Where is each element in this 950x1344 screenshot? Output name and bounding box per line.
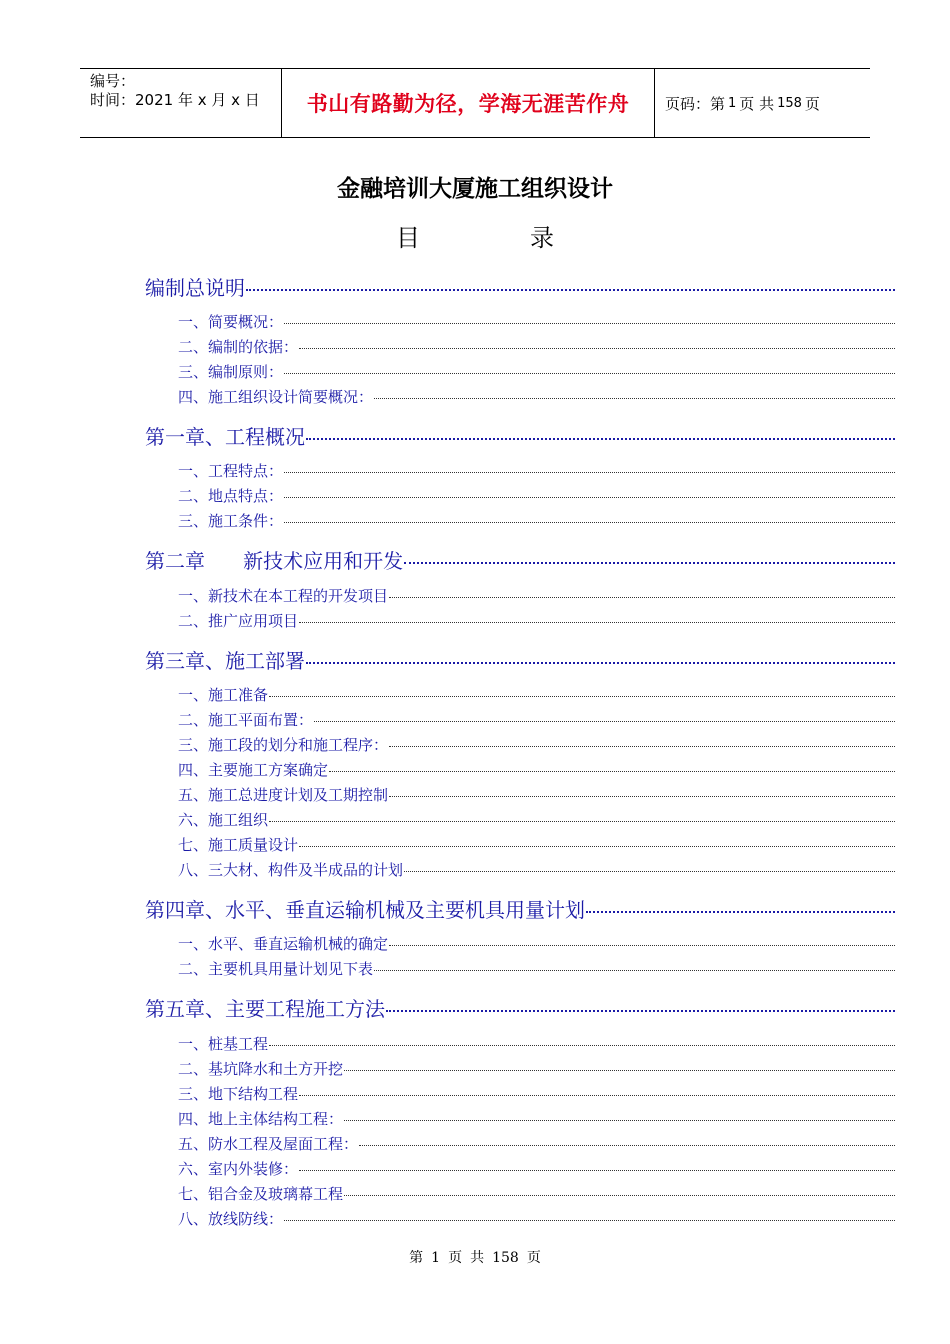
- toc-section-entry[interactable]: [178, 1083, 895, 1104]
- toc-dot-leader: [306, 437, 895, 440]
- toc-entry-label: 四、施工组织设计简要概况：: [178, 388, 374, 406]
- toc-chapter-entry[interactable]: [145, 993, 895, 1022]
- time-label: 时间：2021 年 x 月 x 日: [90, 91, 260, 109]
- toc-dot-leader: [359, 1144, 895, 1146]
- toc-dot-leader: [329, 770, 895, 772]
- toc-entry-label: 八、三大材、构件及半成品的计划: [178, 861, 404, 879]
- toc-entry-label: 第一章、工程概况: [145, 425, 305, 449]
- toc-entry-label: 七、铝合金及玻璃幕工程: [178, 1185, 344, 1203]
- toc-section-entry[interactable]: [178, 734, 895, 755]
- toc-entry-label: 四、主要施工方案确定: [178, 761, 329, 779]
- toc-entry-label: 一、工程特点：: [178, 462, 284, 480]
- toc-heading: [0, 218, 950, 253]
- toc-section-entry[interactable]: [178, 709, 895, 730]
- footer-word: 页: [448, 1250, 463, 1266]
- toc-entry-label: 第四章、水平、垂直运输机械及主要机具用量计划: [145, 898, 585, 922]
- footer-word: 共: [470, 1250, 485, 1266]
- toc-entry-label: 编制总说明: [145, 276, 245, 300]
- toc-entry-label: 第三章、施工部署: [145, 649, 305, 673]
- toc-dot-leader: [284, 521, 895, 523]
- toc-chapter-entry[interactable]: [145, 645, 895, 674]
- toc-section-entry[interactable]: [178, 460, 895, 481]
- toc-section-entry[interactable]: [178, 933, 895, 954]
- toc-dot-leader: [269, 1044, 895, 1046]
- toc-chapter-entry[interactable]: [145, 894, 895, 923]
- document-title: 金融培训大厦施工组织设计: [337, 176, 613, 202]
- toc-dot-leader: [284, 372, 895, 374]
- toc-section-entry[interactable]: [178, 809, 895, 830]
- toc-entry-label: 三、施工条件：: [178, 512, 284, 530]
- toc-entry-label: 二、编制的依据：: [178, 338, 299, 356]
- toc-entry-label: 二、推广应用项目: [178, 612, 299, 630]
- toc-section-entry[interactable]: [178, 1033, 895, 1054]
- toc-dot-leader: [389, 745, 895, 747]
- page-footer: [0, 1247, 950, 1267]
- toc-entry-label: 二、施工平面布置：: [178, 711, 314, 729]
- toc-chapter-entry[interactable]: [145, 272, 895, 301]
- toc-dot-leader: [386, 1009, 895, 1012]
- toc-chapter-entry[interactable]: [145, 421, 895, 450]
- toc-entry-label: 五、防水工程及屋面工程：: [178, 1135, 359, 1153]
- toc-entry-label: 六、施工组织: [178, 811, 269, 829]
- toc-dot-leader: [299, 1094, 895, 1096]
- toc-entry-label: 六、室内外装修：: [178, 1160, 299, 1178]
- toc-dot-leader: [586, 910, 895, 913]
- toc-dot-leader: [344, 1194, 895, 1196]
- toc-dot-leader: [374, 969, 895, 971]
- page-prefix: 页码：第: [665, 94, 726, 113]
- toc-dot-leader: [404, 870, 895, 872]
- toc-section-entry[interactable]: [178, 859, 895, 880]
- page-number: 1: [728, 95, 737, 111]
- toc-section-entry[interactable]: [178, 1133, 895, 1154]
- toc-dot-leader: [284, 322, 895, 324]
- toc-dot-leader: [269, 695, 895, 697]
- toc-section-entry[interactable]: [178, 1058, 895, 1079]
- toc-dot-leader: [389, 944, 895, 946]
- toc-dot-leader: [404, 561, 895, 564]
- header-table: [80, 68, 870, 138]
- toc-section-entry[interactable]: [178, 759, 895, 780]
- toc-dot-leader: [344, 1119, 895, 1121]
- footer-word: 第: [409, 1250, 424, 1266]
- toc-entry-label: 五、施工总进度计划及工期控制: [178, 786, 389, 804]
- toc-section-entry[interactable]: [178, 510, 895, 531]
- toc-dot-leader: [246, 288, 895, 291]
- header-motto-cell: [282, 69, 655, 137]
- toc-entry-label: 八、放线防线：: [178, 1210, 284, 1228]
- toc-section-entry[interactable]: [178, 958, 895, 979]
- toc-dot-leader: [389, 596, 895, 598]
- toc-section-entry[interactable]: [178, 834, 895, 855]
- toc-section-entry[interactable]: [178, 1108, 895, 1129]
- toc-entry-label: 七、施工质量设计: [178, 836, 299, 854]
- toc-entry-label: 二、主要机具用量计划见下表: [178, 960, 374, 978]
- toc-dot-leader: [284, 496, 895, 498]
- toc-entry-label: 一、水平、垂直运输机械的确定: [178, 935, 389, 953]
- toc-section-entry[interactable]: [178, 311, 895, 332]
- toc-entry-label: 三、编制原则：: [178, 363, 284, 381]
- toc-dot-leader: [284, 471, 895, 473]
- toc-dot-leader: [299, 621, 895, 623]
- toc-entry-label: 一、施工准备: [178, 686, 269, 704]
- toc-section-entry[interactable]: [178, 361, 895, 382]
- toc-section-entry[interactable]: [178, 386, 895, 407]
- footer-total: 158: [492, 1250, 519, 1266]
- toc-entry-label: 一、桩基工程: [178, 1035, 269, 1053]
- toc-entry-label: 三、施工段的划分和施工程序：: [178, 736, 389, 754]
- header-page-cell: [655, 69, 870, 137]
- toc-entry-label: 第二章 新技术应用和开发: [145, 549, 404, 573]
- toc-entry-label: 一、简要概况：: [178, 313, 284, 331]
- toc-section-entry[interactable]: [178, 485, 895, 506]
- page-mid: 页 共: [739, 94, 775, 113]
- toc-dot-leader: [344, 1069, 895, 1071]
- toc-dot-leader: [306, 661, 895, 664]
- toc-dot-leader: [299, 1169, 895, 1171]
- toc-dot-leader: [299, 347, 895, 349]
- toc-entry-label: 第五章、主要工程施工方法: [145, 997, 385, 1021]
- toc-dot-leader: [389, 795, 895, 797]
- toc-dot-leader: [269, 820, 895, 822]
- toc-section-entry[interactable]: [178, 336, 895, 357]
- toc-heading-right: 录: [530, 224, 554, 252]
- toc-heading-left: 目: [396, 224, 420, 252]
- toc-section-entry[interactable]: [178, 1183, 895, 1204]
- toc-entry-label: 一、新技术在本工程的开发项目: [178, 587, 389, 605]
- toc-entry-label: 二、地点特点：: [178, 487, 284, 505]
- header-info-cell: [80, 69, 282, 137]
- toc-entry-label: 三、地下结构工程: [178, 1085, 299, 1103]
- toc-chapter-entry[interactable]: [145, 545, 895, 574]
- toc-section-entry[interactable]: [178, 1158, 895, 1179]
- toc-section-entry[interactable]: [178, 585, 895, 606]
- toc-section-entry[interactable]: [178, 1208, 895, 1229]
- footer-page: 1: [431, 1250, 441, 1266]
- toc-entry-label: 二、基坑降水和土方开挖: [178, 1060, 344, 1078]
- toc-dot-leader: [314, 720, 895, 722]
- toc-section-entry[interactable]: [178, 610, 895, 631]
- serial-label: 编号：: [90, 72, 136, 90]
- toc-dot-leader: [284, 1219, 895, 1221]
- toc-entry-label: 四、地上主体结构工程：: [178, 1110, 344, 1128]
- toc-dot-leader: [299, 845, 895, 847]
- motto: 书山有路勤为径，学海无涯苦作舟: [306, 92, 630, 116]
- page-suffix: 页: [804, 94, 820, 113]
- toc-section-entry[interactable]: [178, 684, 895, 705]
- footer-word: 页: [526, 1250, 541, 1266]
- page-total: 158: [777, 95, 802, 111]
- toc-dot-leader: [374, 397, 895, 399]
- toc-section-entry[interactable]: [178, 784, 895, 805]
